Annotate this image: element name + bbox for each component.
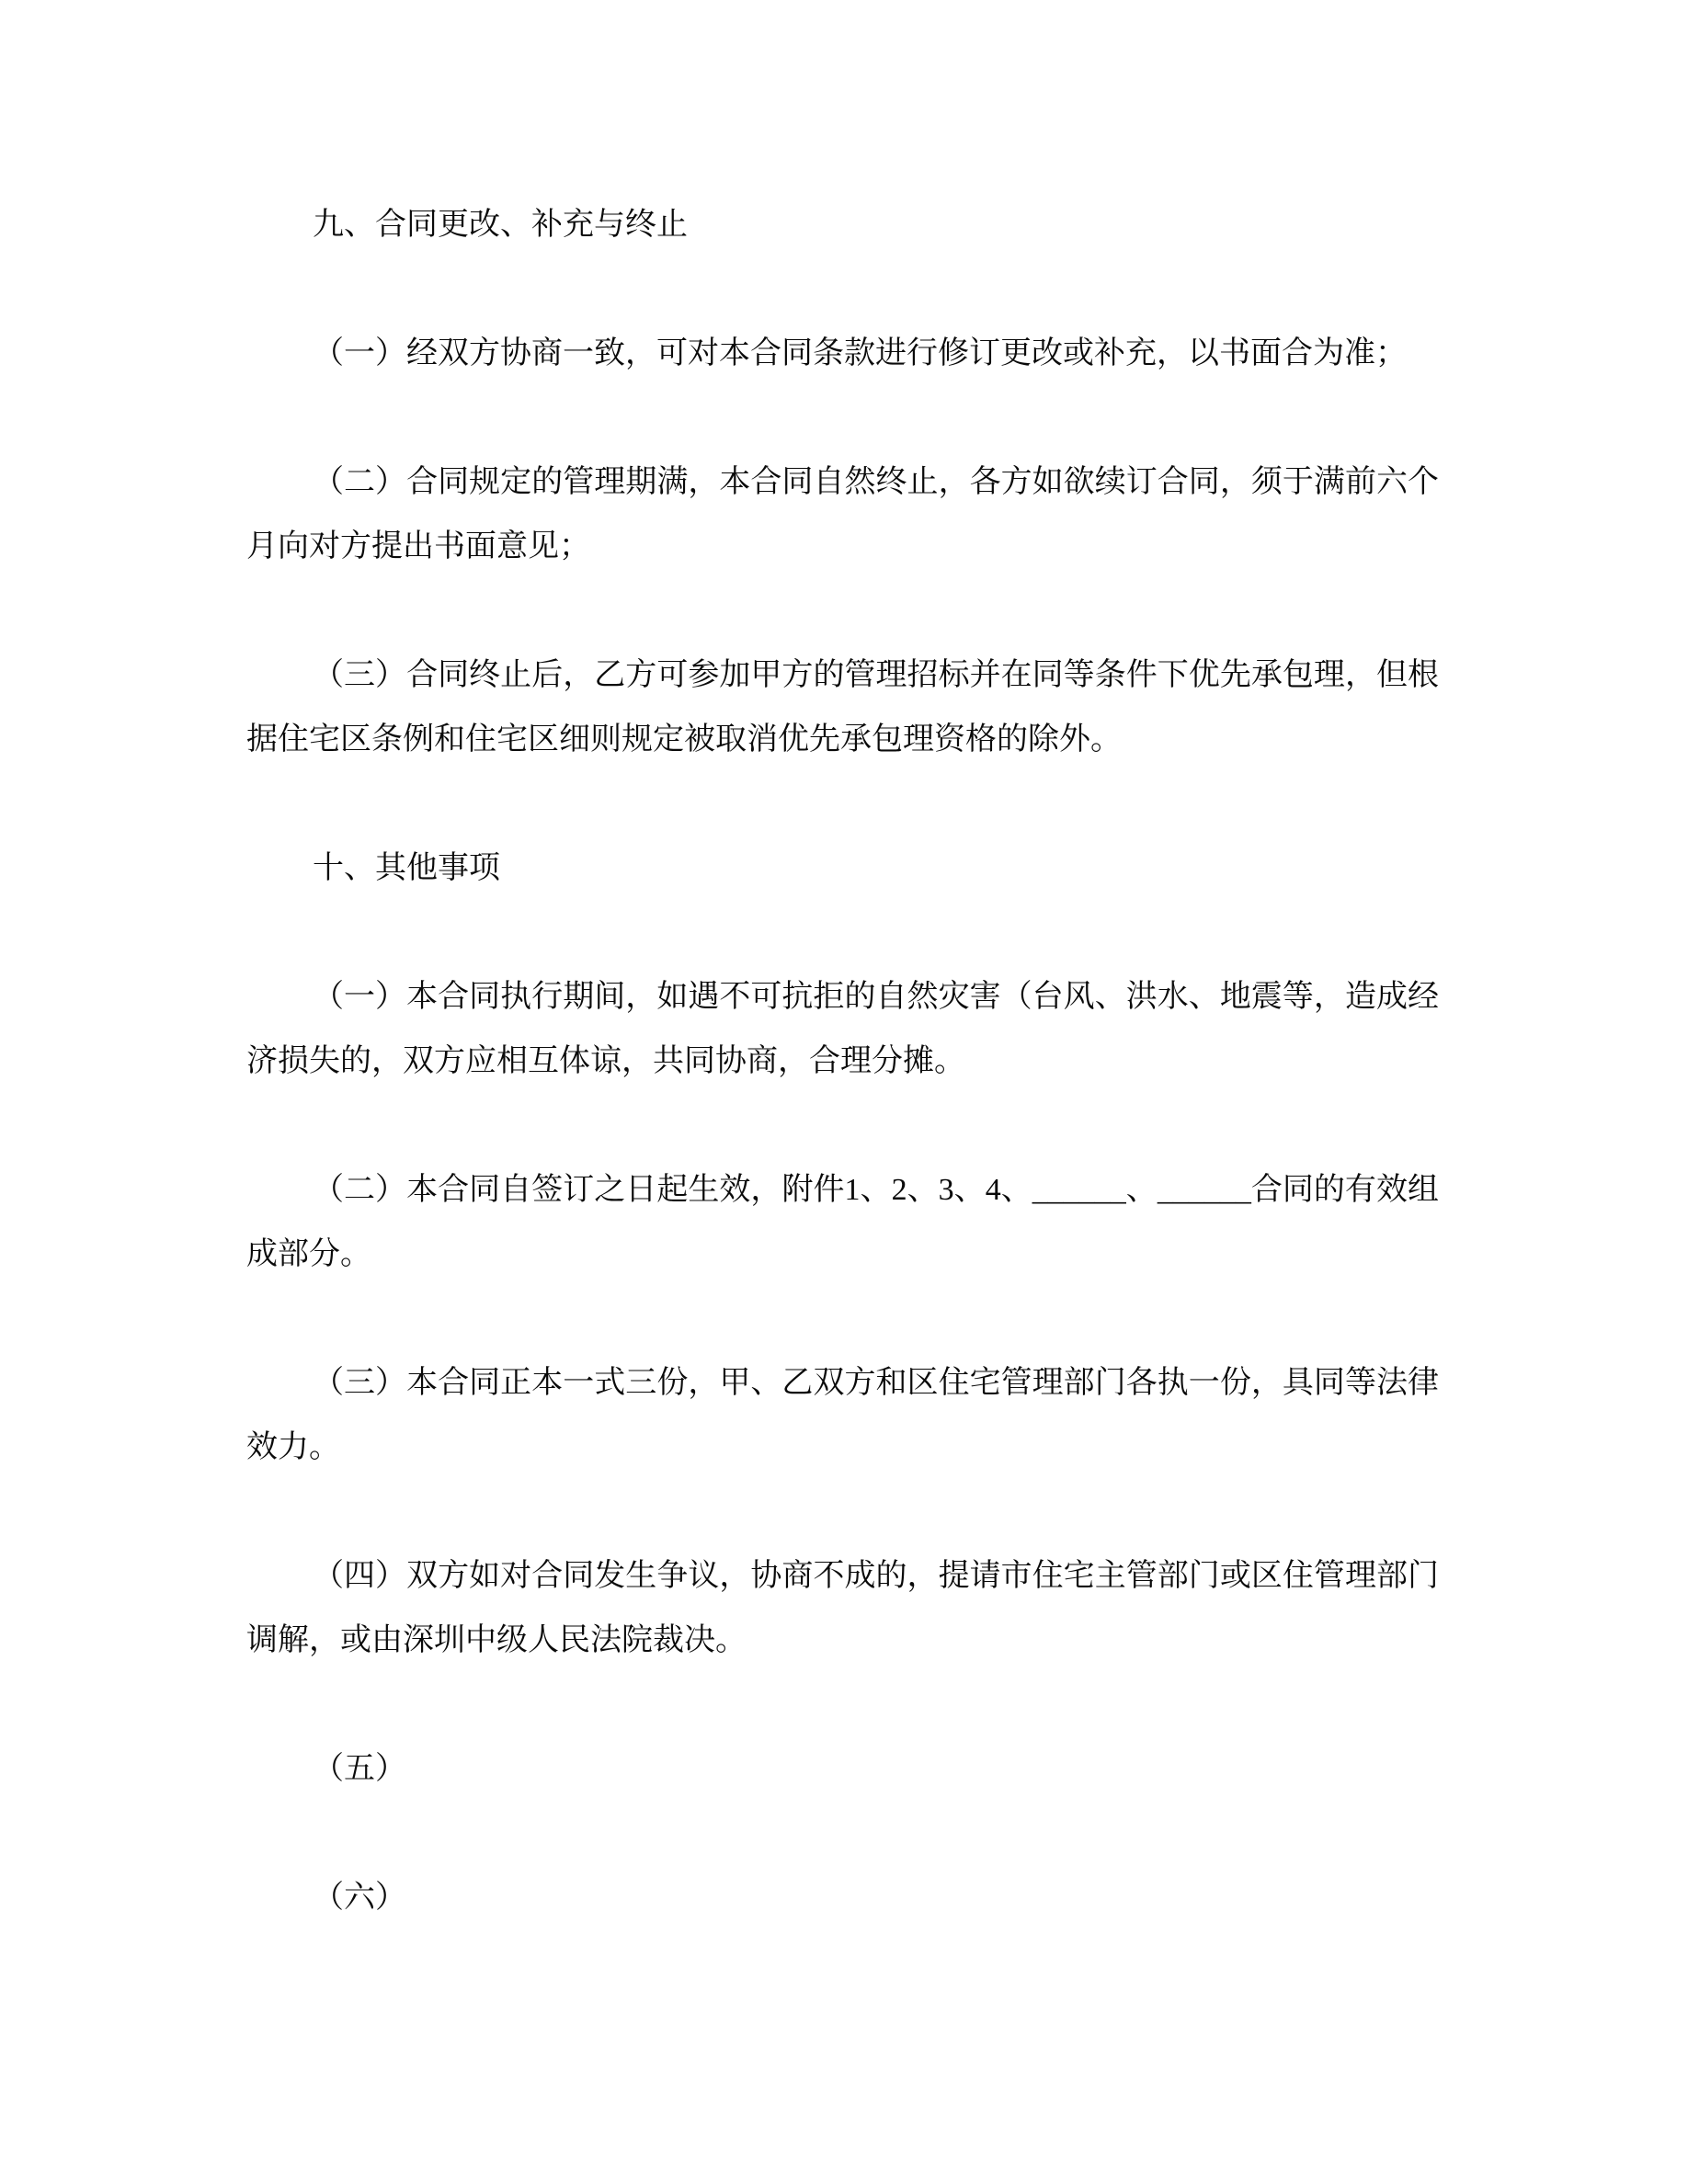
section-10-clause-5: （五） <box>313 1752 406 1786</box>
section-10-clause-2: （二）本合同自签订之日起生效，附件1、2、3、4、______、______合同的有效组成部分。 <box>246 1173 1439 1271</box>
document-body <box>246 193 1439 1930</box>
section-10-clause-3: （三）本合同正本一式三份，甲、乙双方和区住宅管理部门各执一份，具同等法律效力。 <box>246 1366 1439 1464</box>
section-10-heading: 十、其他事项 <box>313 851 500 885</box>
section-9-heading: 九、合同更改、补充与终止 <box>313 208 688 242</box>
section-10-clause-1: （一）本合同执行期间，如遇不可抗拒的自然灾害（台风、洪水、地震等，造成经济损失的，双方应相互体谅，共同协商，合理分摊。 <box>246 980 1439 1078</box>
section-9-clause-1: （一）经双方协商一致，可对本合同条款进行修订更改或补充，以书面合为准； <box>313 336 1407 370</box>
section-9-clause-3: （三）合同终止后，乙方可参加甲方的管理招标并在同等条件下优先承包理，但根据住宅区条例和住宅区细则规定被取消优先承包理资格的除外。 <box>246 658 1439 756</box>
section-10-clause-6: （六） <box>313 1881 406 1915</box>
section-10-clause-4: （四）双方如对合同发生争议，协商不成的，提请市住宅主管部门或区住管理部门调解，或由深圳中级人民法院裁决。 <box>246 1559 1439 1657</box>
section-9-clause-2: （二）合同规定的管理期满，本合同自然终止，各方如欲续订合同，须于满前六个月向对方提出书面意见； <box>246 465 1439 563</box>
